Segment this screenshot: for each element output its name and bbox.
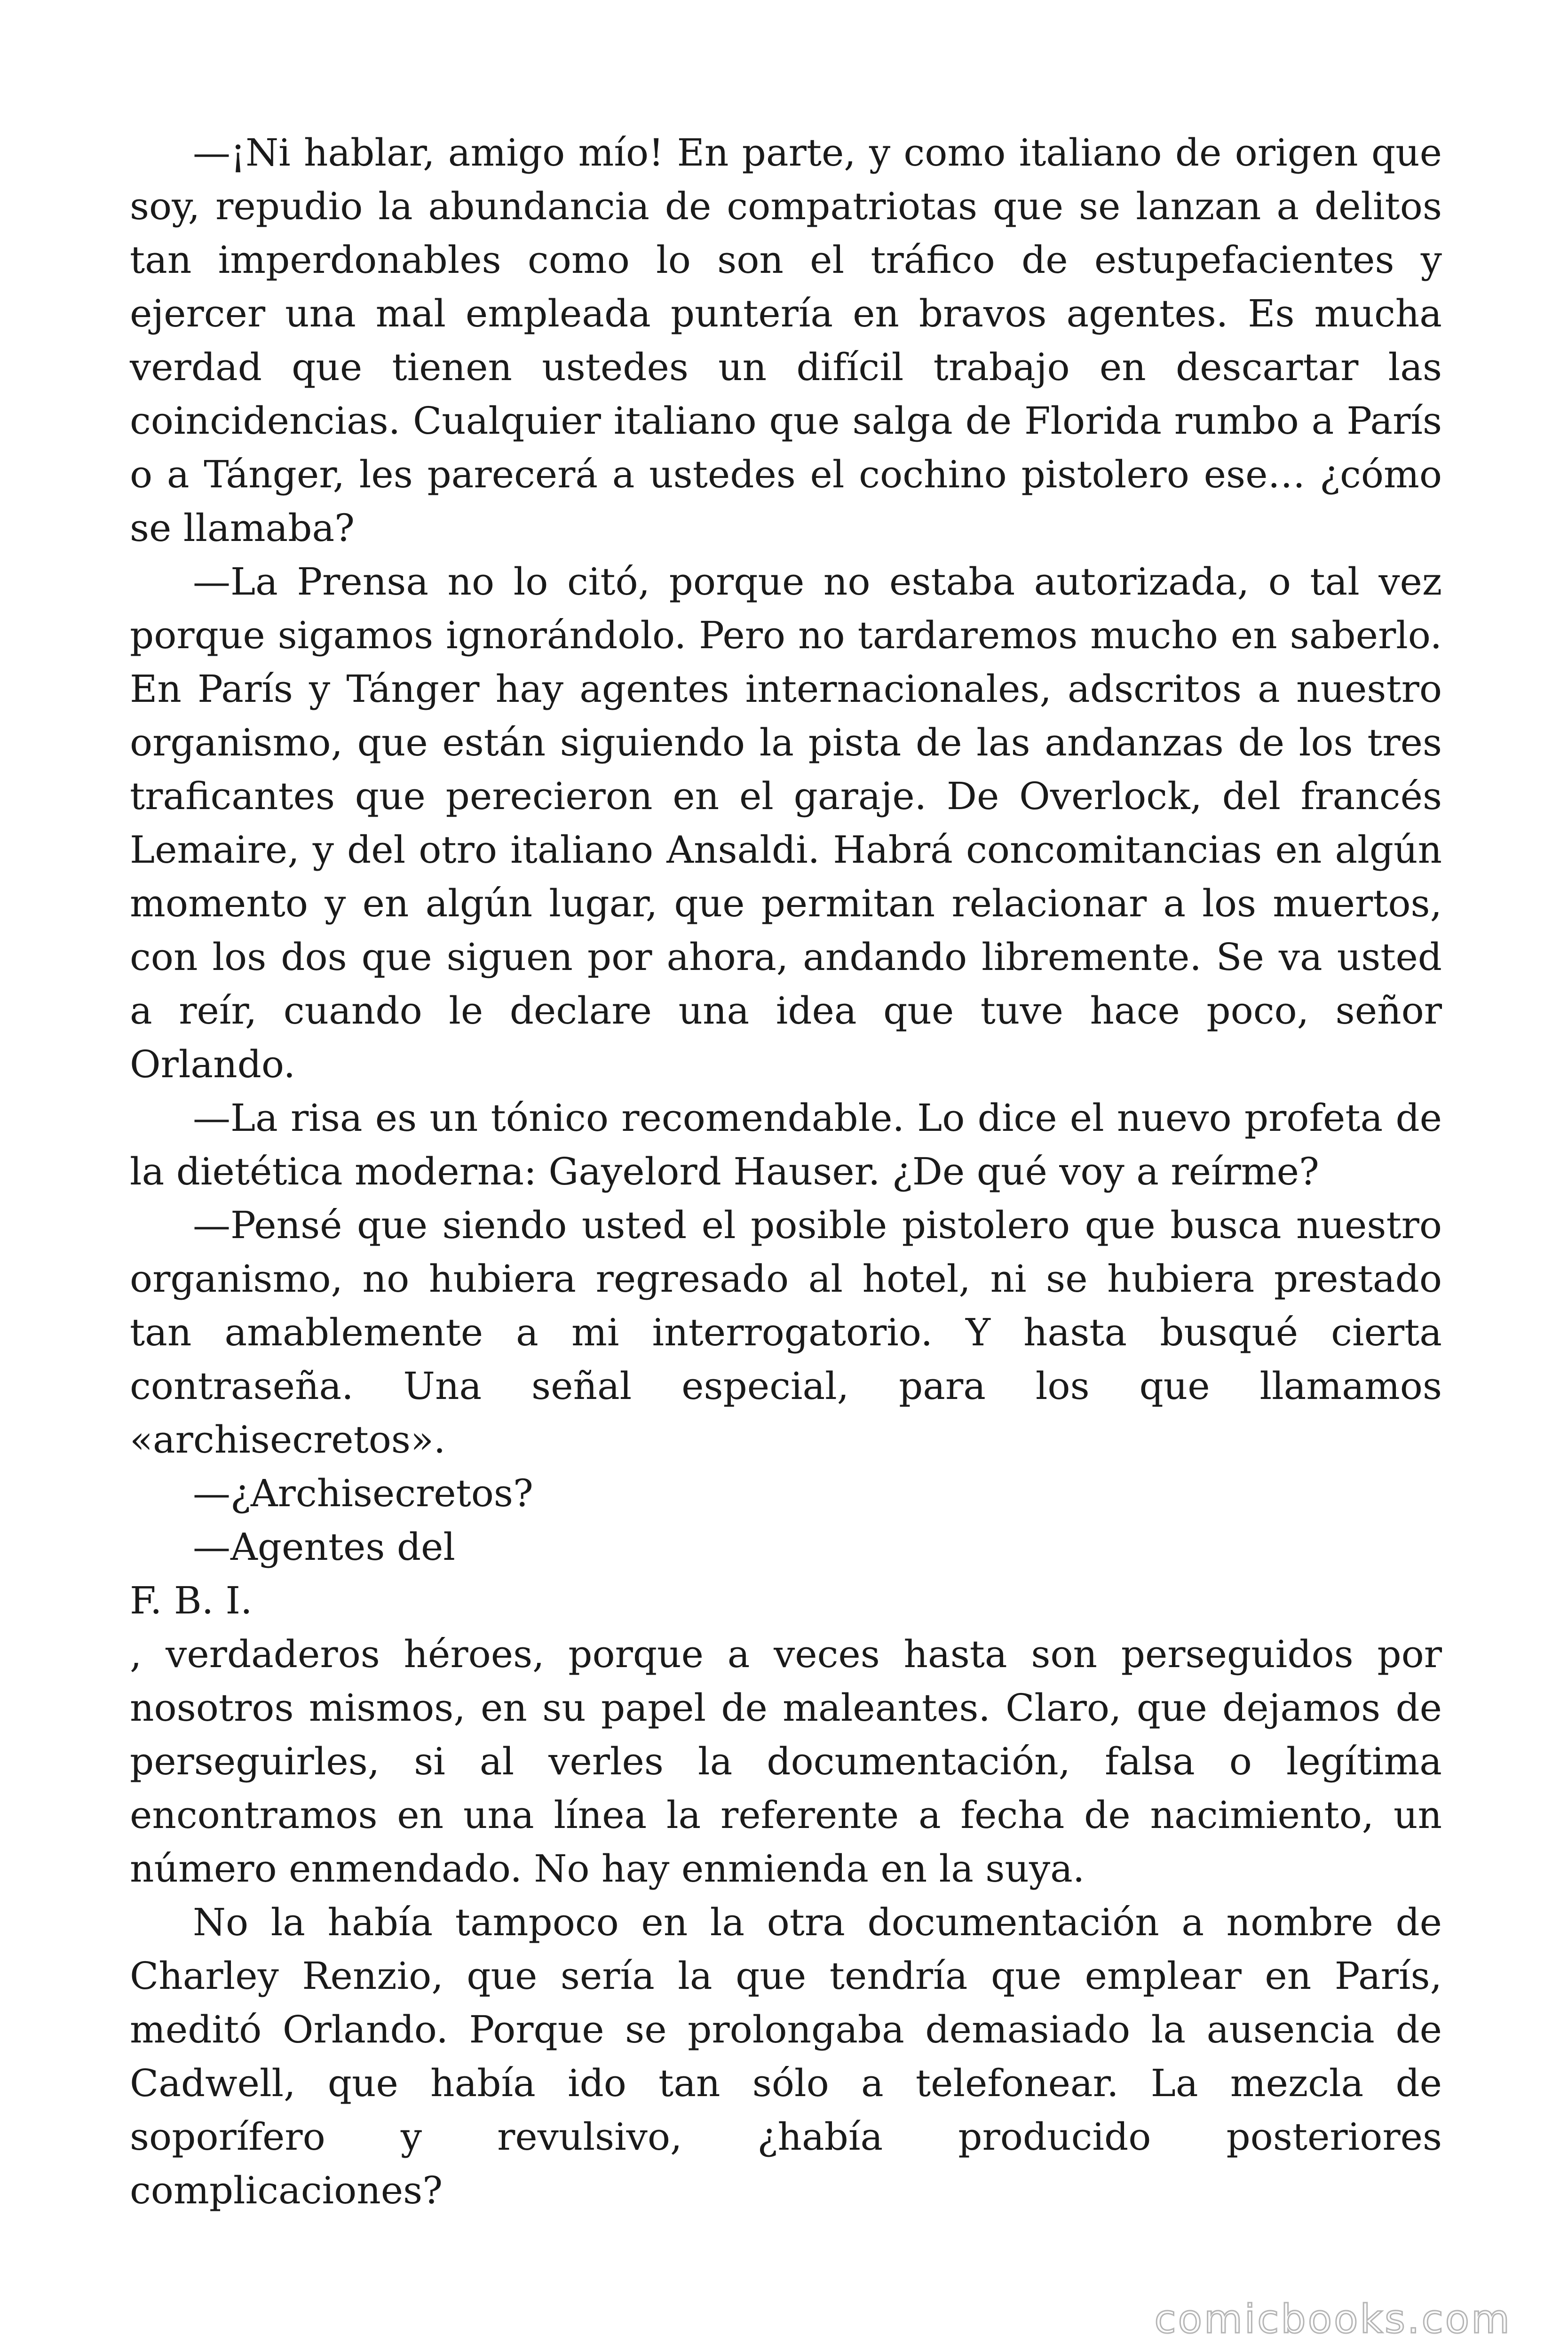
paragraph: —Pensé que siendo usted el posible pistolero que busca nuestro organismo, no hubiera regresado al hotel, ni se hubiera prestado tan amablemente a mi interrogatorio. Y hasta busqué cierta contraseña. Una señal especial, para los que llamamos «archisecretos». (130, 1203, 1442, 1462)
paragraph: , verdaderos héroes, porque a veces hasta son perseguidos por nosotros mismos, en su papel de maleantes. Claro, que dejamos de perseguirles, si al verles la documentación, falsa o legítima encontramos en una línea la referente a fecha de nacimiento, un número enmendado. No hay enmienda en la suya. (130, 1632, 1442, 1891)
watermark: comicbooks.com (1154, 2296, 1512, 2342)
paragraph: —¡Ni hablar, amigo mío! En parte, y como italiano de origen que soy, repudio la abundancia de compatriotas que se lanzan a delitos tan imperdonables como lo son el tráfico de estupefacientes y ejercer una mal empleada puntería en bravos agentes. Es mucha verdad que tienen ustedes un difícil trabajo en descartar las coincidencias. Cualquier italiano que salga de Florida rumbo a París o a Tánger, les parecerá a ustedes el cochino pistolero ese… ¿cómo se llamaba? (130, 131, 1442, 550)
page-body (130, 126, 1442, 2217)
paragraph: —¿Archisecretos? (193, 1471, 533, 1515)
paragraph: —La Prensa no lo citó, porque no estaba autorizada, o tal vez porque sigamos ignorándolo. Pero no tardaremos mucho en saberlo. En París y Tánger hay agentes internacionales, adscritos a nuestro organismo, que están siguiendo la pista de las andanzas de los tres traficantes que perecieron en el garaje. De Overlock, del francés Lemaire, y del otro italiano Ansaldi. Habrá concomitancias en algún momento y en algún lugar, que permitan relacionar a los muertos, con los dos que siguen por ahora, andando libremente. Se va usted a reír, cuando le declare una idea que tuve hace poco, señor Orlando. (130, 560, 1442, 1086)
paragraph: No la había tampoco en la otra documentación a nombre de Charley Renzio, que sería la que tendría que emplear en París, meditó Orlando. Porque se prolongaba demasiado la ausencia de Cadwell, que había ido tan sólo a telefonear. La mezcla de soporífero y revulsivo, ¿había producido posteriores complicaciones? (130, 1900, 1442, 2212)
paragraph: F. B. I. (130, 1579, 253, 1622)
paragraph: —La risa es un tónico recomendable. Lo dice el nuevo profeta de la dietética moderna: Gayelord Hauser. ¿De qué voy a reírme? (130, 1096, 1442, 1193)
paragraph: —Agentes del (193, 1525, 455, 1569)
